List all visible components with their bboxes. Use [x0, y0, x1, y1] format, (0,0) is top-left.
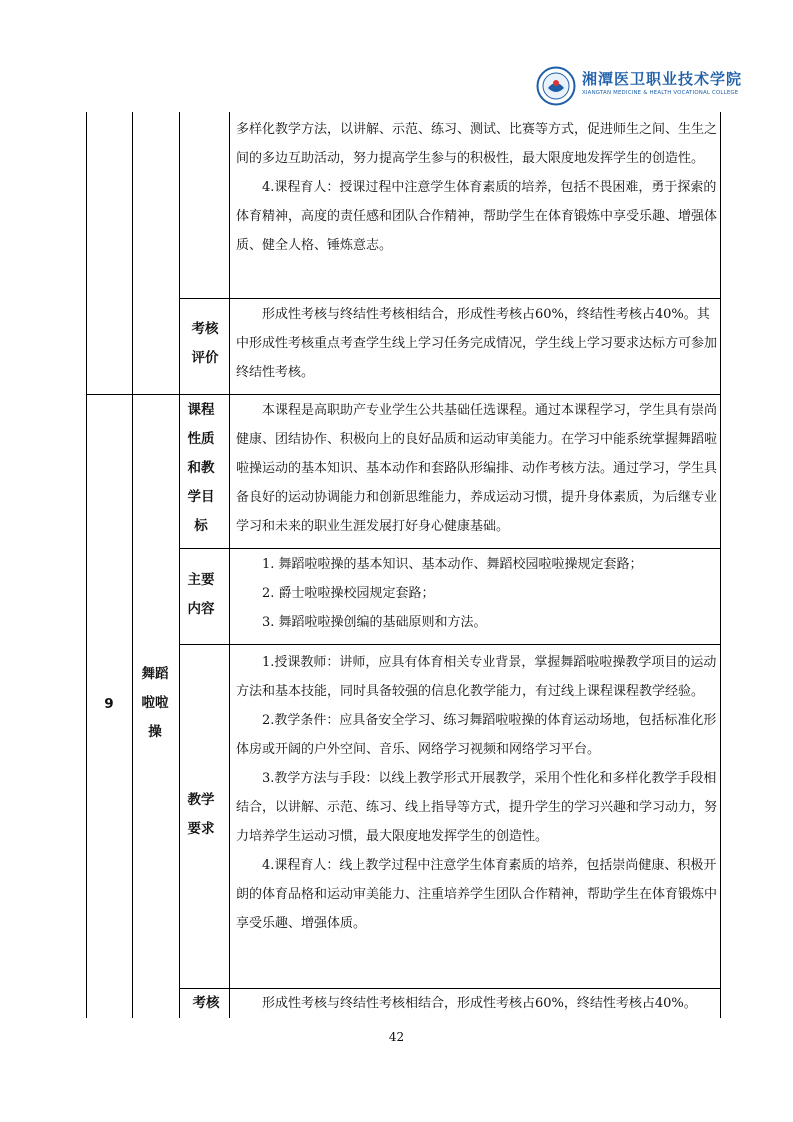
prev-req-paragraph: 4.课程育人：授课过程中注意学生体育素质的培养，包括不畏困难，勇于探索的体育精神，高度的责任感和团队合作精神，帮助学生在体育锻炼中享受乐趣、增强体质、健全人格、锤炼意志。 [236, 180, 718, 253]
main-content-label: 主要内容 [187, 572, 215, 617]
college-logo [536, 66, 743, 108]
course-goal-paragraph: 本课程是高职助产专业学生公共基础任选课程。通过本课程学习，学生具有崇尚健康、团结协作、积极向上的良好品质和运动审美能力。在学习中能系统掌握舞蹈啦啦操运动的基本知识、基本动作和套路队形编排、动作考核方法。通过学习，学生具备良好的运动协调能力和创新思维能力，养成运动习惯，提升身体素质，为后继专业学习和未来的职业生涯发展打好身心健康基础。 [236, 403, 718, 534]
main-content-list [236, 550, 718, 637]
prev-req-paragraph: 多样化教学方法，以讲解、示范、练习、测试、比赛等方式，促进师生之间、生生之间的多边互助活动，努力提高学生参与的积极性，最大限度地发挥学生的创造性。 [236, 122, 718, 166]
main-content-item: 1. 舞蹈啦啦操的基本知识、基本动作、舞蹈校园啦啦操规定套路； [262, 557, 643, 572]
assessment-label: 考核 [192, 995, 220, 1011]
course-name: 舞蹈啦啦操 [141, 666, 169, 740]
college-emblem-icon [536, 66, 576, 106]
teaching-req-item: 2.教学条件：应具备安全学习、练习舞蹈啦啦操的体育运动场地，包括标准化形体房或开阔的户外空间、音乐、网络学习视频和网络学习平台。 [236, 713, 717, 757]
college-name: 湘潭医卫职业技术学院 [582, 70, 743, 88]
page-number: 42 [388, 1030, 405, 1044]
prev-assessment-paragraph: 形成性考核与终结性考核相结合，形成性考核占60%，终结性考核占40%。其中形成性考核重点考查学生线上学习任务完成情况，学生线上学习要求达标方可参加终结性考核。 [236, 307, 718, 380]
course-goal-label: 课程性质和教学目标 [187, 402, 215, 534]
assessment-text [236, 989, 718, 1018]
teaching-req-label: 教学要求 [187, 792, 215, 837]
course-goal-text [236, 396, 718, 541]
teaching-req-item: 4.课程育人：线上教学过程中注意学生体育素质的培养，包括崇尚健康、积极开朗的体育品格和运动审美能力、注重培养学生团队合作精神，帮助学生在体育锻炼中享受乐趣、增强体质。 [236, 858, 718, 931]
main-content-item: 3. 舞蹈啦啦操创编的基础原则和方法。 [262, 615, 487, 630]
assessment-paragraph: 形成性考核与终结性考核相结合，形成性考核占60%，终结性考核占40%。 [262, 996, 697, 1011]
prev-assessment-text [236, 300, 718, 387]
teaching-req-item: 1.授课教师：讲师，应具有体育相关专业背景，掌握舞蹈啦啦操教学项目的运动方法和基本技能，同时具备较强的信息化教学能力，有过线上课程课程教学经验。 [236, 655, 717, 699]
college-english-name: XIANGTAN MEDICINE & HEALTH VOCATIONAL COLLEGE [582, 90, 739, 96]
teaching-req-item: 3.教学方法与手段：以线上教学形式开展教学，采用个性化和多样化教学手段相结合，以讲解、示范、练习、线上指导等方式，提升学生的学习兴趣和学习动力，努力培养学生运动习惯，最大限度地发挥学生的创造性。 [236, 771, 718, 844]
prev-assessment-label: 考核评价 [191, 321, 219, 366]
teaching-req-list [236, 648, 718, 938]
prev-teaching-requirements [236, 115, 718, 260]
section-number: 9 [104, 696, 114, 712]
main-content-item: 2. 爵士啦啦操校园规定套路； [262, 586, 435, 601]
